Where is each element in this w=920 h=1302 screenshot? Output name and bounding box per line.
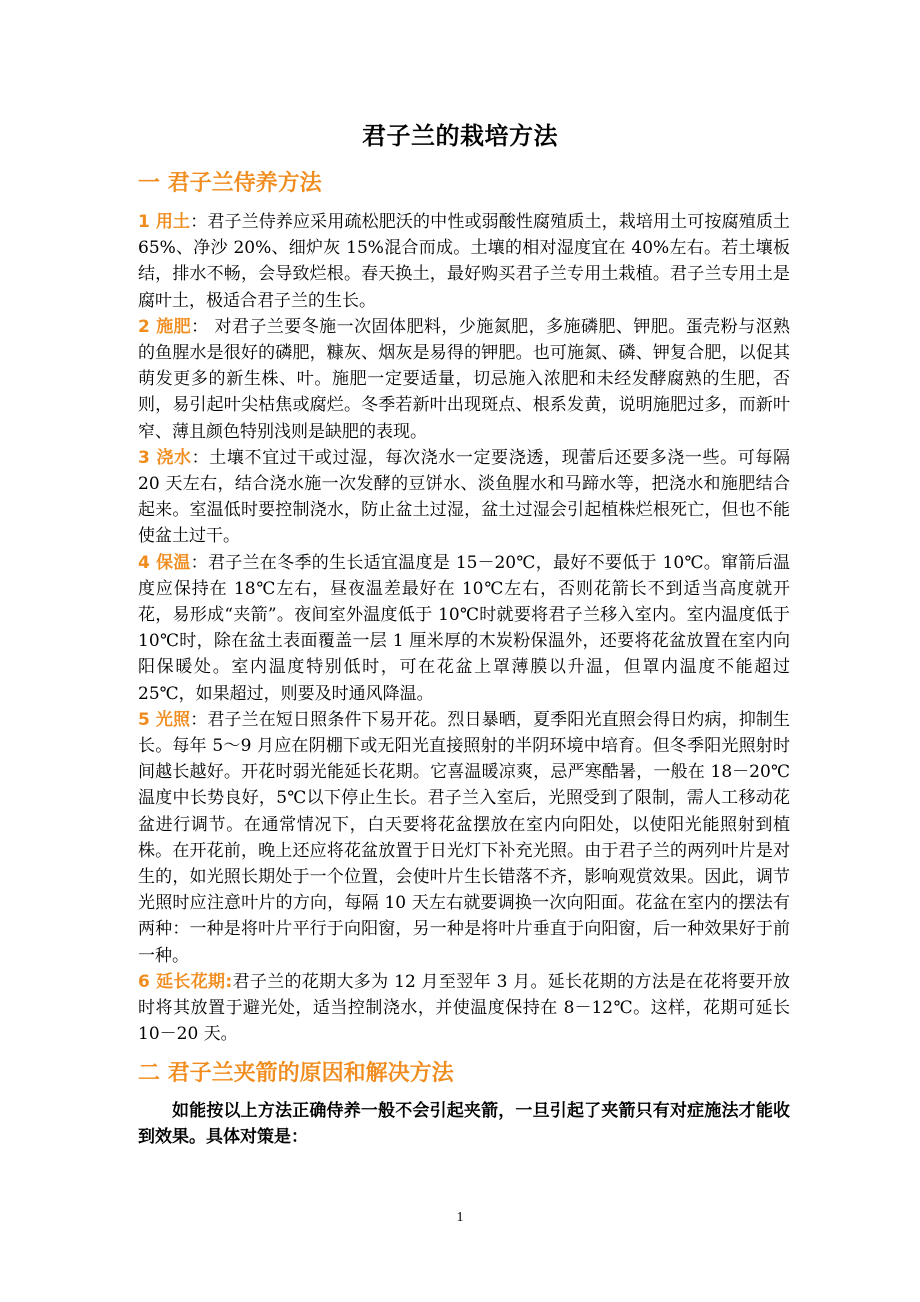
- section-body-care-methods: [138, 209, 790, 1048]
- item-text: ： 对君子兰要冬施一次固体肥料，少施氮肥，多施磷肥、钾肥。蛋壳粉与沤熟的鱼腥水是很好的磷肥，糠灰、烟灰是易得的钾肥。也可施氮、磷、钾复合肥，以促其萌发更多的新生株、叶。施肥一定要适量，切忌施入浓肥和未经发酵腐熟的生肥，否则，易引起叶尖枯焦或腐烂。冬季若新叶出现斑点、根系发黄，说明施肥过多，而新叶窄、薄且颜色特别浅则是缺肥的表现。: [138, 316, 791, 442]
- item-text: ：君子兰在短日照条件下易开花。烈日暴晒，夏季阳光直照会得日灼病，抑制生长。每年 5～9 月应在阴棚下或无阳光直接照射的半阴环境中培育。但冬季阳光照射时间越长越好。开花时弱光能延长花期。它喜温暖凉爽，忌严寒酷暑，一般在 18－20℃温度中长势良好，5℃以下停止生长。君子兰入室后，光照受到了限制，需人工移动花盆进行调节。在通常情况下，白天要将花盆摆放在室内向阳处，以使阳光能照射到植株。在开花前，晚上还应将花盆放置于日光灯下补充光照。由于君子兰的两列叶片是对生的，如光照长期处于一个位置，会使叶片生长错落不齐，影响观赏效果。因此，调节光照时应注意叶片的方向，每隔 10 天左右就要调换一次向阳面。花盆在室内的摆法有两种：一种是将叶片平行于向阳窗，另一种是将叶片垂直于向阳窗，后一种效果好于前一种。: [138, 709, 791, 966]
- item-text: ：君子兰侍养应采用疏松肥沃的中性或弱酸性腐殖质土，栽培用土可按腐殖质土 65%、净沙 20%、细炉灰 15%混合而成。土壤的相对湿度宜在 40%左右。若土壤板结，排水不畅，会导致烂根。春天换土，最好购买君子兰专用土栽植。君子兰专用土是腐叶土，极适合君子兰的生长。: [138, 212, 791, 311]
- list-item-light: [138, 707, 790, 969]
- item-label: 4 保温: [138, 552, 191, 573]
- list-item-warmth: [138, 550, 790, 707]
- section-body-arrow-clamping: [138, 1098, 790, 1150]
- list-item-extend-flowering: [138, 969, 790, 1048]
- item-label: 5 光照: [138, 709, 191, 730]
- page-title: 君子兰的栽培方法: [362, 121, 558, 150]
- item-text: ：君子兰在冬季的生长适宜温度是 15－20℃，最好不要低于 10℃。窜箭后温度应保持在 18℃左右，昼夜温差最好在 10℃左右，否则花箭长不到适当高度就开花，易形成“夹箭”。夜间室外温度低于 10℃时就要将君子兰移入室内。室内温度低于 10℃时，除在盆土表面覆盖一层 1 厘米厚的木炭粉保温外，还要将花盆放置在室内向阳保暖处。室内温度特别低时，可在花盆上罩薄膜以升温，但罩内温度不能超过 25℃，如果超过，则要及时通风降温。: [138, 552, 790, 704]
- item-label: 3 浇水: [138, 447, 192, 468]
- page-number: 1: [456, 1210, 464, 1225]
- section-intro-paragraph: 如能按以上方法正确侍养一般不会引起夹箭，一旦引起了夹箭只有对症施法才能收到效果。具体对策是：: [138, 1101, 790, 1148]
- item-text: 君子兰的花期大多为 12 月至翌年 3 月。延长花期的方法是在花将要开放时将其放置于避光处，适当控制浇水，并使温度保持在 8－12℃。这样，花期可延长 10－20 天。: [138, 971, 791, 1045]
- item-label: 2 施肥: [138, 316, 192, 337]
- list-item-watering: [138, 445, 790, 550]
- section-heading-arrow-clamping: 二 君子兰夹箭的原因和解决方法: [138, 1061, 454, 1086]
- list-item-fertilizing: [138, 314, 790, 445]
- list-item-soil: [138, 209, 790, 314]
- section-heading-care-methods: 一 君子兰侍养方法: [138, 171, 322, 196]
- item-text: ：土壤不宜过干或过湿，每次浇水一定要浇透，现蕾后还要多浇一些。可每隔 20 天左右，结合浇水施一次发酵的豆饼水、淡鱼腥水和马蹄水等，把浇水和施肥结合起来。室温低时要控制浇水，防止盆土过湿，盆土过湿会引起植株烂根死亡，但也不能使盆土过干。: [138, 447, 791, 547]
- item-label: 6 延长花期:: [138, 971, 233, 992]
- item-label: 1 用土: [138, 212, 191, 232]
